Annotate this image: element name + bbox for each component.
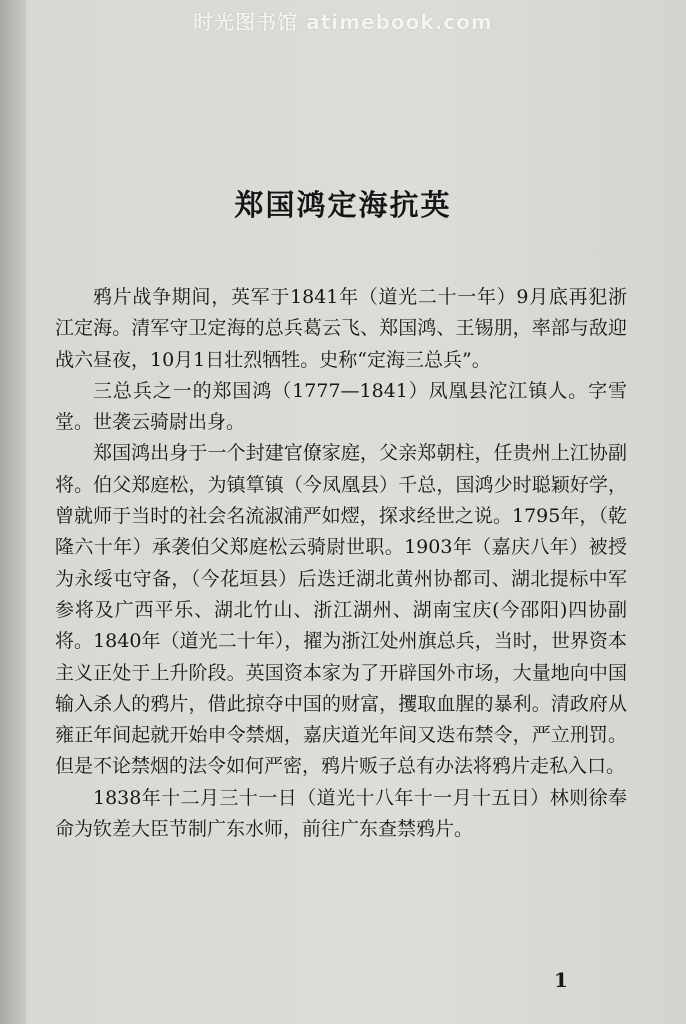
page-binding-edge: [0, 0, 26, 1024]
page-number: 1: [554, 968, 568, 992]
paragraph: 三总兵之一的郑国鸿（1777—1841）凤凰县沱江镇人。字雪堂。世袭云骑尉出身。: [55, 379, 627, 434]
paragraph: 鸦片战争期间，英军于1841年（道光二十一年）9月底再犯浙江定海。清军守卫定海的总兵葛云飞、郑国鸿、王锡朋，率部与敌迎战六昼夜，10月1日壮烈牺牲。史称“定海三总兵”。: [55, 286, 627, 371]
article-title: 郑国鸿定海抗英: [234, 188, 452, 222]
paragraph: 1838年十二月三十一日（道光十八年十一月十五日）林则徐奉命为钦差大臣节制广东水师，前往广东查禁鸦片。: [55, 786, 627, 841]
watermark: 时光图书馆 atimebook.com: [193, 10, 493, 34]
article-body: [55, 282, 627, 845]
paragraph: 郑国鸿出身于一个封建官僚家庭，父亲郑朝柱，任贵州上江协副将。伯父郑庭松，为镇筸镇（今凤凰县）千总，国鸿少时聪颖好学，曾就师于当时的社会名流淑浦严如熤，探求经世之说。1795年，（乾隆六十年）承袭伯父郑庭松云骑尉世职。1903年（嘉庆八年）被授为永绥屯守备，（今花垣县）后迭迁湖北黄州协都司、湖北提标中军参将及广西平乐、湖北竹山、浙江湖州、湖南宝庆(今邵阳)四协副将。1840年（道光二十年），擢为浙江处州旗总兵，当时，世界资本主义正处于上升阶段。英国资本家为了开辟国外市场，大量地向中国输入杀人的鸦片，借此掠夺中国的财富，攫取血腥的暴利。清政府从雍正年间起就开始申令禁烟，嘉庆道光年间又迭布禁令，严立刑罚。但是不论禁烟的法令如何严密，鸦片贩子总有办法将鸦片走私入口。: [55, 442, 627, 778]
